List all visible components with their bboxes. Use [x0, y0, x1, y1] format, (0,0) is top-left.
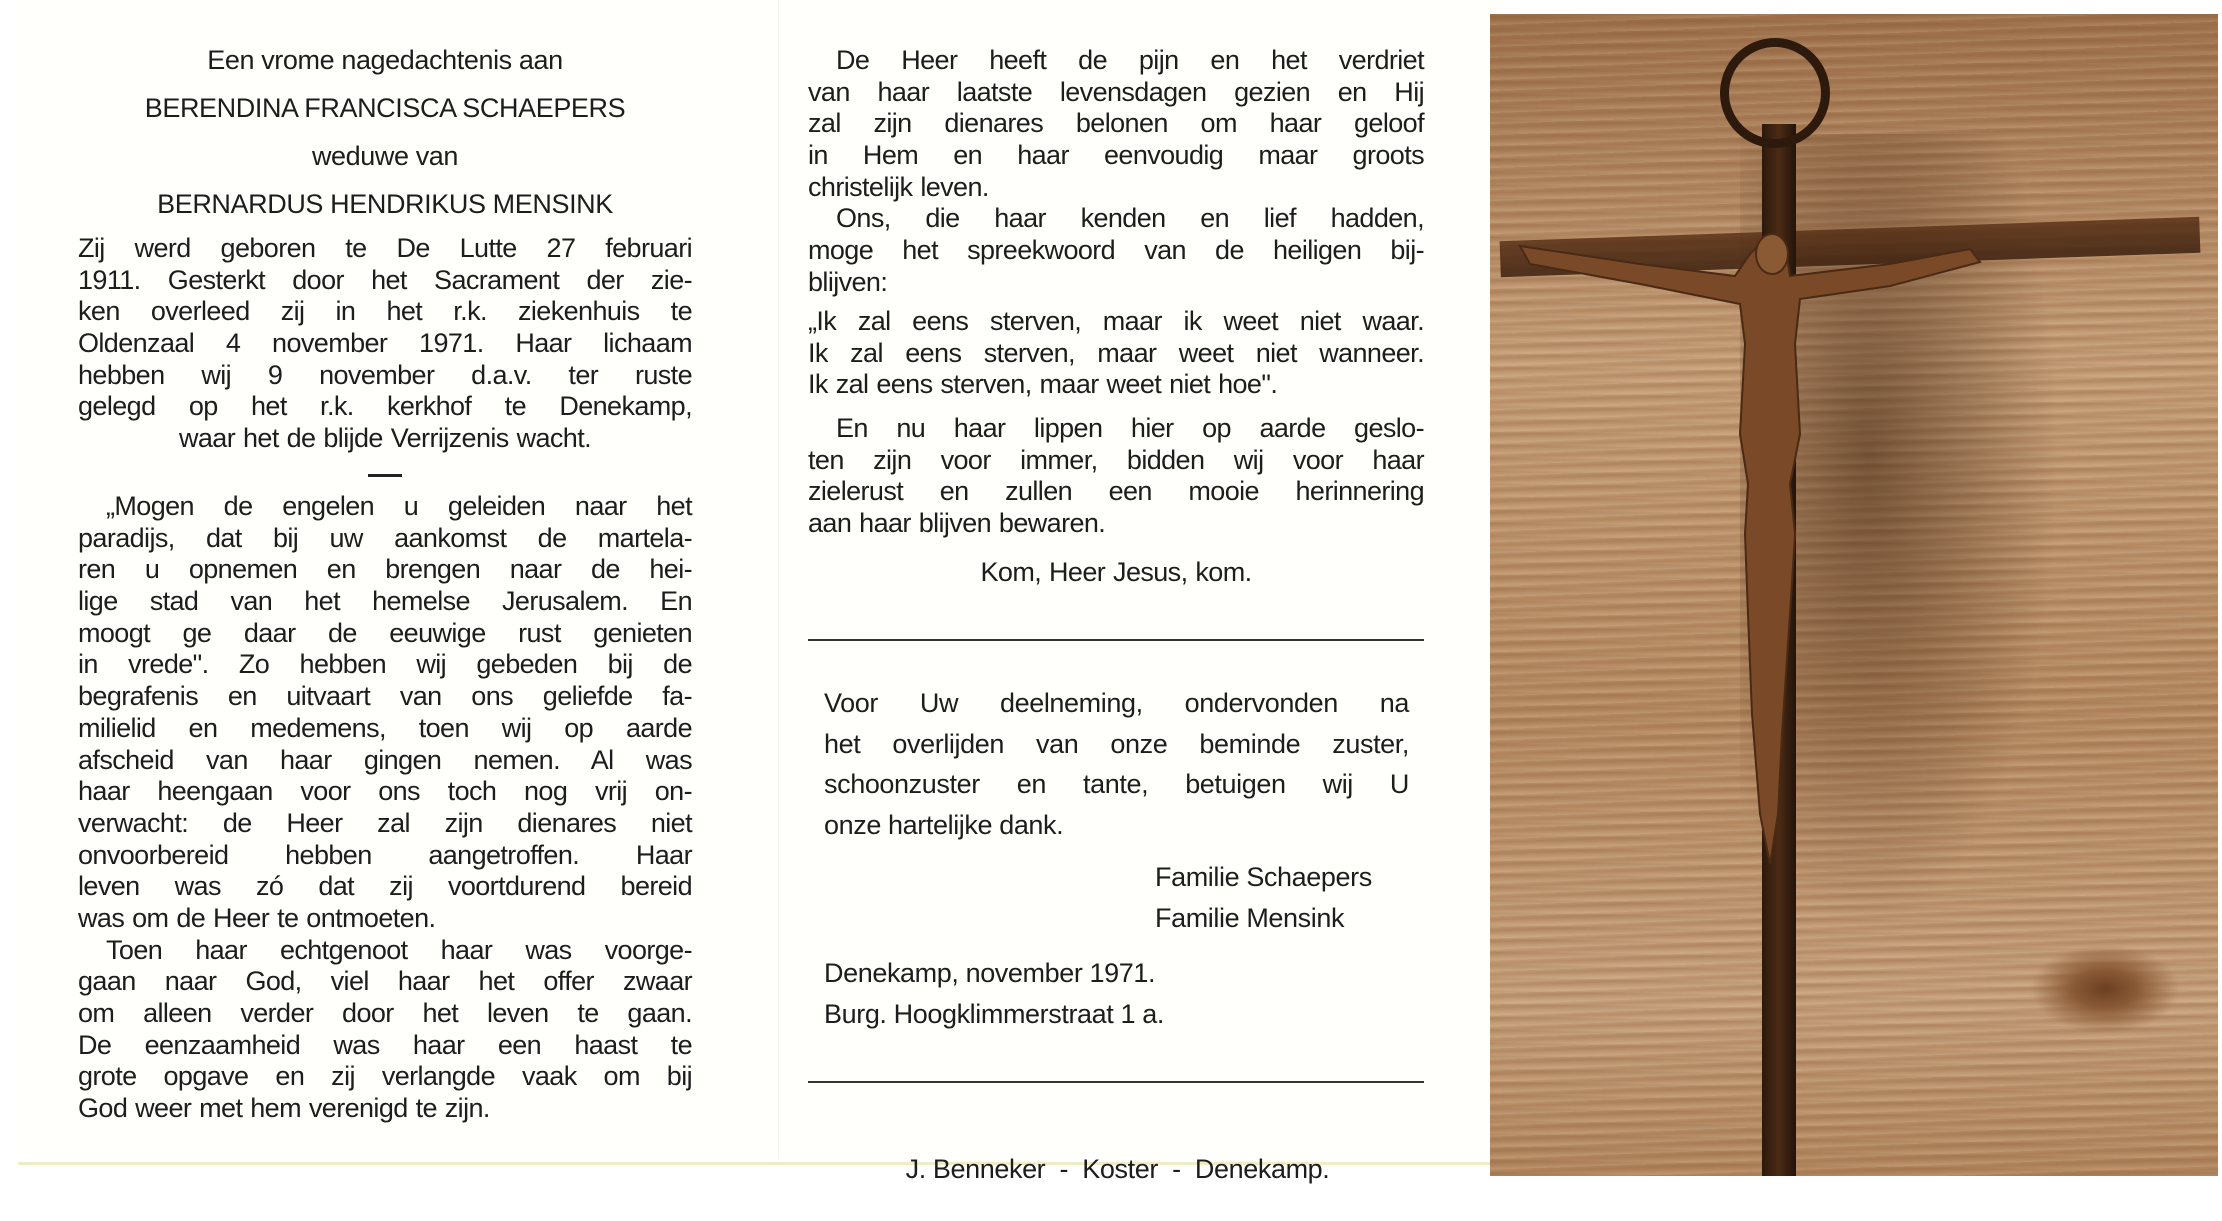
printer-credit	[840, 1087, 1395, 1221]
text-line: ken overleed zij in het r.k. ziekenhuis te	[78, 296, 692, 327]
text-line: En nu haar lippen hier op aarde geslo-	[836, 413, 1424, 443]
quote-block	[808, 306, 1424, 401]
text-line: christelijk leven.	[808, 171, 989, 202]
family-name: Familie Schaepers	[1155, 862, 1372, 892]
text-line: Toen haar echtgenoot haar was voorge-	[106, 934, 692, 965]
corpus-figure-icon	[1490, 14, 2218, 1176]
bio-paragraph	[78, 233, 692, 455]
divider-line	[808, 1081, 1424, 1083]
text-line: onvoorbereid hebben aangetroffen. Haar	[78, 839, 692, 870]
text-line: gaan naar God, viel haar het offer zwaar	[78, 966, 692, 997]
text-line: moge het spreekwoord van de heiligen bij-	[808, 235, 1424, 266]
text-line: onze hartelijke dank.	[824, 809, 1064, 840]
text-line: haar heengaan voor ons toch nog vrij on-	[78, 776, 692, 807]
text-line: „Ik zal eens sterven, maar ik weet niet waar.	[808, 306, 1424, 336]
separator-dash	[368, 474, 402, 477]
crucifix-photo	[1490, 14, 2218, 1176]
text-line: begrafenis en uitvaart van ons geliefde fa-	[78, 681, 692, 712]
text-line: lige stad van het hemelse Jerusalem. En	[78, 586, 692, 617]
divider-line	[808, 639, 1424, 641]
text-line: Zij werd geboren te De Lutte 27 februari	[78, 233, 692, 263]
place-address	[824, 953, 1409, 1034]
address: Burg. Hoogklimmerstraat 1 a.	[824, 998, 1164, 1029]
spouse-name: BERNARDUS HENDRIKUS MENSINK	[157, 189, 613, 219]
text-line: afscheid van haar gingen nemen. Al was	[78, 744, 692, 775]
text-line: schoonzuster en tante, betuigen wij U	[824, 769, 1409, 799]
place-date: Denekamp, november 1971.	[824, 958, 1156, 988]
text-line: gelegd op het r.k. kerkhof te Denekamp,	[78, 391, 692, 422]
prayer-paragraph	[78, 491, 692, 1125]
text-line: Ons, die haar kenden en lief hadden,	[836, 203, 1424, 234]
text-line: De Heer heeft de pijn en het verdriet	[836, 45, 1424, 75]
family-signatures	[1155, 857, 1415, 938]
text-line: ren u opnemen en brengen naar de hei-	[78, 554, 692, 585]
text-line: hebben wij 9 november d.a.v. ter ruste	[78, 359, 692, 390]
prayer-line	[808, 557, 1424, 589]
text-line: Ik zal eens sterven, maar weet niet wanneer.	[808, 337, 1424, 368]
text-line: 1911. Gesterkt door het Sacrament der zie-	[78, 264, 692, 295]
text-line: van haar laatste levensdagen gezien en Hij	[808, 76, 1424, 107]
text-line: ten zijn voor immer, bidden wij voor haar	[808, 444, 1424, 475]
middle-paragraph-3	[808, 413, 1424, 540]
text-line: om alleen verder door het leven te gaan.	[78, 998, 692, 1028]
text-line: zal zijn dienares belonen om haar geloof	[808, 108, 1424, 139]
text-line: milielid en medemens, toen wij op aarde	[78, 712, 692, 743]
text-line: God weer met hem verenigd te zijn.	[78, 1093, 490, 1124]
text-line: De eenzaamheid was haar een haast te	[78, 1029, 692, 1060]
text-line: grote opgave en zij verlangde vaak om bij	[78, 1061, 692, 1092]
text-line: waar het de blijde Verrijzenis wacht.	[178, 423, 592, 454]
text-line: „Mogen de engelen u geleiden naar het	[106, 491, 692, 521]
text-line: Oldenzaal 4 november 1971. Haar lichaam	[78, 328, 692, 359]
deceased-name: BERENDINA FRANCISCA SCHAEPERS	[144, 93, 626, 123]
text-line: Ik zal eens sterven, maar weet niet hoe".	[808, 369, 1278, 400]
text-line: zielerust en zullen een mooie herinnering	[808, 476, 1424, 507]
family-name: Familie Mensink	[1155, 902, 1345, 933]
text-line: moogt ge daar de eeuwige rust genieten	[78, 617, 692, 648]
relation-text: weduwe van	[311, 141, 459, 171]
text-line: leven was zó dat zij voortdurend bereid	[78, 871, 692, 902]
text-line: aan haar blijven bewaren.	[808, 508, 1106, 539]
text-line: verwacht: de Heer zal zijn dienares niet	[78, 807, 692, 838]
text-line: in vrede". Zo hebben wij gebeden bij de	[78, 649, 692, 680]
text-line: was om de Heer te ontmoeten.	[78, 902, 436, 933]
printer-text: J. Benneker - Koster - Denekamp.	[905, 1154, 1330, 1184]
text-line: het overlijden van onze beminde zuster,	[824, 728, 1409, 759]
card-fold	[778, 0, 779, 1160]
intro-text: Een vrome nagedachtenis aan	[207, 45, 563, 75]
text-line: in Hem en haar eenvoudig maar groots	[808, 140, 1424, 171]
card-header	[78, 36, 692, 228]
text-line: Kom, Heer Jesus, kom.	[980, 557, 1252, 587]
thanks-paragraph	[824, 683, 1409, 845]
text-line: paradijs, dat bij uw aankomst de martela-	[78, 522, 692, 553]
text-line: Voor Uw deelneming, ondervonden na	[824, 688, 1409, 718]
middle-paragraph-1	[808, 45, 1424, 299]
text-line: blijven:	[808, 266, 888, 297]
